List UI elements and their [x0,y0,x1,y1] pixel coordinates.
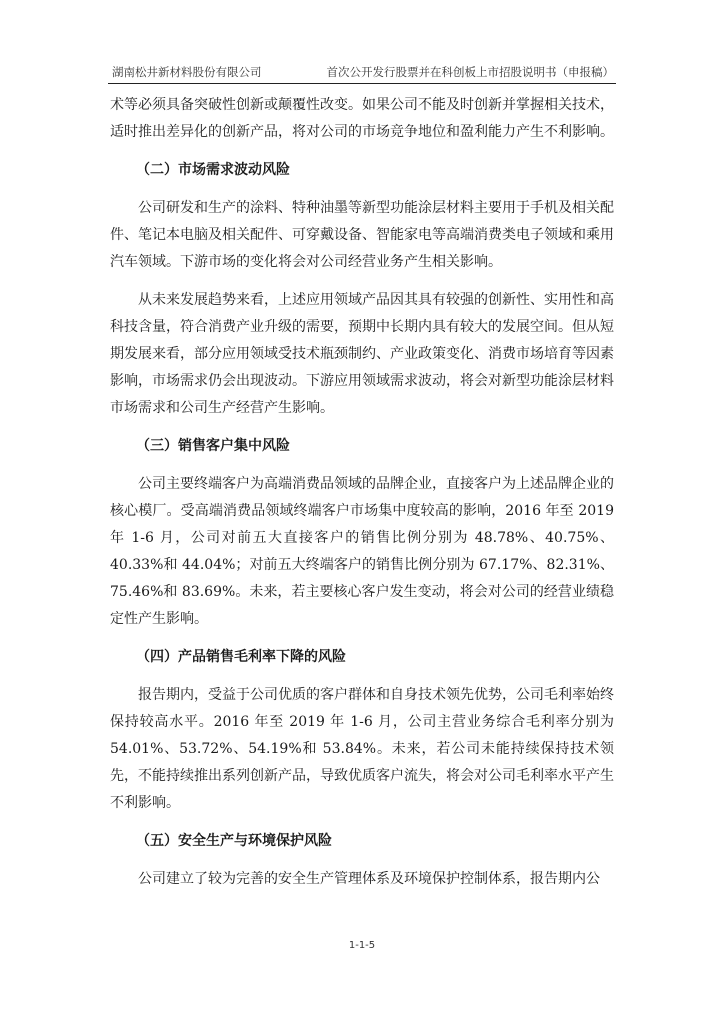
paragraph: 公司主要终端客户为高端消费品领域的品牌企业，直接客户为上述品牌企业的核心模厂。受高端消费品领域终端客户市场集中度较高的影响，2016 年至 2019 年 1-6 月，公司对前五大直接客户的销售比例分别为 48.78%、40.75%、40.33%和 44.04%；对前五大终端客户的销售比例分别为 67.17%、82.31%、75.46%和 83.69%。未来，若主要核心客户发生变动，将会对公司的经营业绩稳定性产生影响。 [110,476,614,627]
header-doc-title: 首次公开发行股票并在科创板上市招股说明书（申报稿） [326,65,614,79]
section-title-customer-concentration: （三）销售客户集中风险 [136,438,290,454]
running-header [112,62,614,82]
page-number: 1-1-5 [348,940,376,951]
paragraph: 报告期内，受益于公司优质的客户群体和自身技术领先优势，公司毛利率始终保持较高水平。2016 年至 2019 年 1-6 月，公司主营业务综合毛利率分别为 54.01%、53.72%、54.19%和 53.84%。未来，若公司未能持续保持技术领先，不能持续推出系列创新产品，导致优质客户流失，将会对公司毛利率水平产生不利影响。 [110,687,614,811]
header-company: 湖南松井新材料股份有限公司 [112,65,262,79]
section-title-gross-margin: （四）产品销售毛利率下降的风险 [136,649,346,665]
paragraph: 公司研发和生产的涂料、特种油墨等新型功能涂层材料主要用于手机及相关配件、笔记本电脑及相关配件、可穿戴设备、智能家电等高端消费类电子领域和乘用汽车领域。下游市场的变化将会对公司经营业务产生相关影响。 [110,200,614,270]
paragraph: 从未来发展趋势来看，上述应用领域产品因其具有较强的创新性、实用性和高科技含量，符合消费产业升级的需要，预期中长期内具有较大的发展空间。但从短期发展来看，部分应用领域受技术瓶颈制约、产业政策变化、消费市场培育等因素影响，市场需求仍会出现波动。下游应用领域需求波动，将会对新型功能涂层材料市场需求和公司生产经营产生影响。 [110,292,614,416]
paragraph: 公司建立了较为完善的安全生产管理体系及环境保护控制体系，报告期内公 [138,871,600,887]
header-rule [108,83,616,84]
section-title-market-demand: （二）市场需求波动风险 [136,162,290,178]
paragraph-continued: 术等必须具备突破性创新或颠覆性改变。如果公司不能及时创新并掌握相关技术，适时推出差异化的创新产品，将对公司的市场竞争地位和盈利能力产生不利影响。 [110,97,614,140]
section-title-safety-environment: （五）安全生产与环境保护风险 [136,833,332,849]
document-body [110,92,614,893]
